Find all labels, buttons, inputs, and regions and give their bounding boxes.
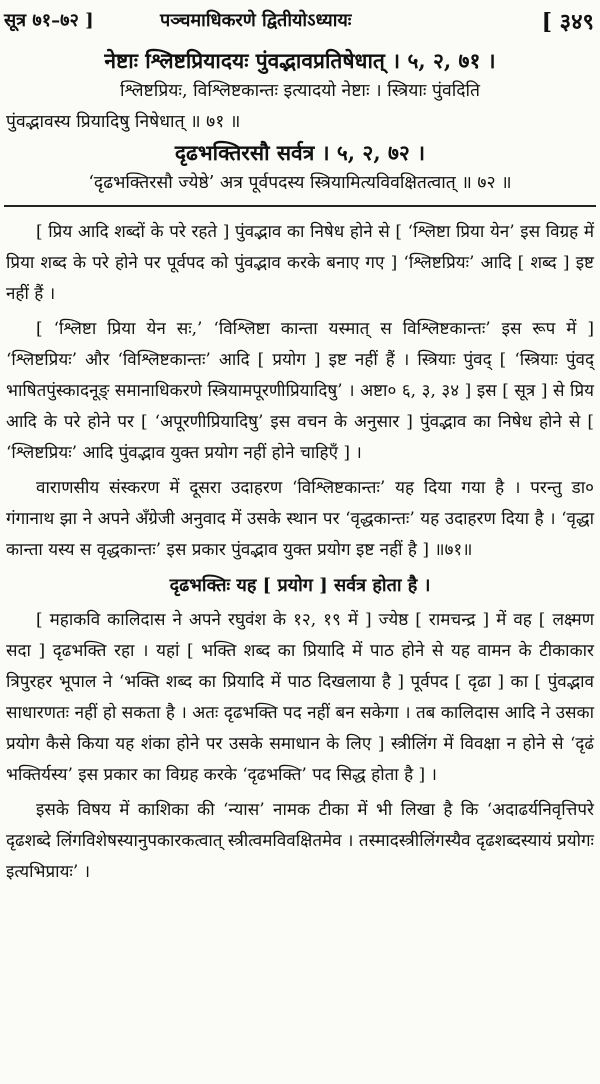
- header-page-number: [ ३४९: [541, 9, 594, 35]
- running-header: [0, 4, 600, 38]
- vrtti-72: ‘दृढभक्तिरसौ ज्येष्ठे’ अत्र पूर्वपदस्य स्त्रियामित्यविवक्षितत्वात् ॥ ७२ ॥: [88, 173, 512, 193]
- header-chapter-title: पञ्चमाधिकरणे द्वितीयोऽध्यायः: [160, 10, 352, 31]
- section-divider: [4, 205, 596, 207]
- hindi-paragraph-1: [ प्रिय आदि शब्दों के परे रहते ] पुंवद्भाव का निषेध होने से [ ‘श्लिष्टा प्रिया येन’ इस विग्रह में प्रिया शब्द के परे होने पर पूर्वपद को पुंवद्भाव करके बनाए गए ] ‘श्लिष्टप्रियः’ आदि [ शब्द ] इष्ट नहीं हैं ।: [6, 222, 594, 304]
- hindi-heading-72: दृढभक्तिः यह [ प्रयोग ] सर्वत्र होता है ।: [169, 575, 431, 596]
- sutra-72: दृढभक्तिरसौ सर्वत्र । ५, २, ७२ ।: [174, 140, 426, 165]
- sutra-71: नेष्टाः श्लिष्टप्रियादयः पुंवद्भावप्रतिषेधात् । ५, २, ७१ ।: [104, 48, 496, 73]
- vrtti-71-line-1: श्लिष्टप्रियः, विश्लिष्टकान्तः इत्यादयो नेष्टाः । स्त्रियाः पुंवदिति: [119, 81, 481, 101]
- vrtti-71-line-2: पुंवद्भावस्य प्रियादिषु निषेधात् ॥ ७१ ॥: [6, 112, 241, 132]
- hindi-paragraph-3: वाराणसीय संस्करण में दूसरा उदाहरण ‘विश्लिष्टकान्तः’ यह दिया गया है । परन्तु डा० गंगानाथ झा ने अपने अँग्रेजी अनुवाद में उसके स्थान पर ‘वृद्धकान्तः’ यह उदाहरण दिया है । ‘वृद्धा कान्ता यस्य स वृद्धकान्तः’ इस प्रकार पुंवद्भाव युक्त प्रयोग इष्ट नहीं है ] ॥७१॥: [6, 478, 594, 560]
- header-sutra-range: सूत्र ७१–७२ ]: [4, 10, 94, 31]
- hindi-paragraph-5: इसके विषय में काशिका की ‘न्यास’ नामक टीका में भी लिखा है कि ‘अदाढर्यनिवृत्तिपरे दृढशब्दे लिंगविशेषस्यानुपकारकत्वात् स्त्रीत्वमविवक्षितमेव । तस्मादस्त्रीलिंगस्यैव दृढशब्दस्यायं प्रयोगः इत्यभिप्रायः’ ।: [6, 800, 594, 882]
- hindi-paragraph-4: [ महाकवि कालिदास ने अपने रघुवंश के १२, १९ में ] ज्येष्ठ [ रामचन्द्र ] में वह [ लक्ष्मण सदा ] दृढभक्ति रहा । यहां [ भक्ति शब्द का प्रियादि में पाठ होने से यह वामन के टीकाकार त्रिपुरहर भूपाल ने ‘भक्ति शब्द का प्रियादि में पाठ दिखलाया है ] पूर्वपद [ दृढा ] का [ पुंवद्भाव साधारणतः नहीं हो सकता है । अतः दृढभक्ति पद नहीं बन सकेगा । तब कालिदास आदि ने उसका प्रयोग कैसे किया यह शंका होने पर उसके समाधान के लिए ] स्त्रीलिंग में विवक्षा न होने से ‘दृढं भक्तिर्यस्य’ इस प्रकार का विग्रह करके ‘दृढभक्ति’ पद सिद्ध होता है ] ।: [6, 610, 594, 785]
- page-content: [0, 46, 600, 892]
- hindi-paragraph-2: [ ‘श्लिष्टा प्रिया येन सः,’ ‘विश्लिष्टा कान्ता यस्मात् स विश्लिष्टकान्तः’ इस रूप में ] ‘श्लिष्टप्रियः’ और ‘विश्लिष्टकान्तः’ आदि [ प्रयोग ] इष्ट नहीं हैं । स्त्रियाः पुंवद् [ ‘स्त्रियाः पुंवद् भाषितपुंस्कादनूङ् समानाधिकरणे स्त्रियामपूरणीप्रियादिषु’ । अष्टा० ६, ३, ३४ ] इस [ सूत्र ] से प्रिय आदि के परे होने पर [ ‘अपूरणीप्रियादिषु’ इस वचन के अनुसार ] पुंवद्भाव का निषेध होने से [ ‘श्लिष्टप्रियः’ आदि पुंवद्भाव युक्त प्रयोग नहीं होने चाहिएँ ] ।: [6, 319, 594, 463]
